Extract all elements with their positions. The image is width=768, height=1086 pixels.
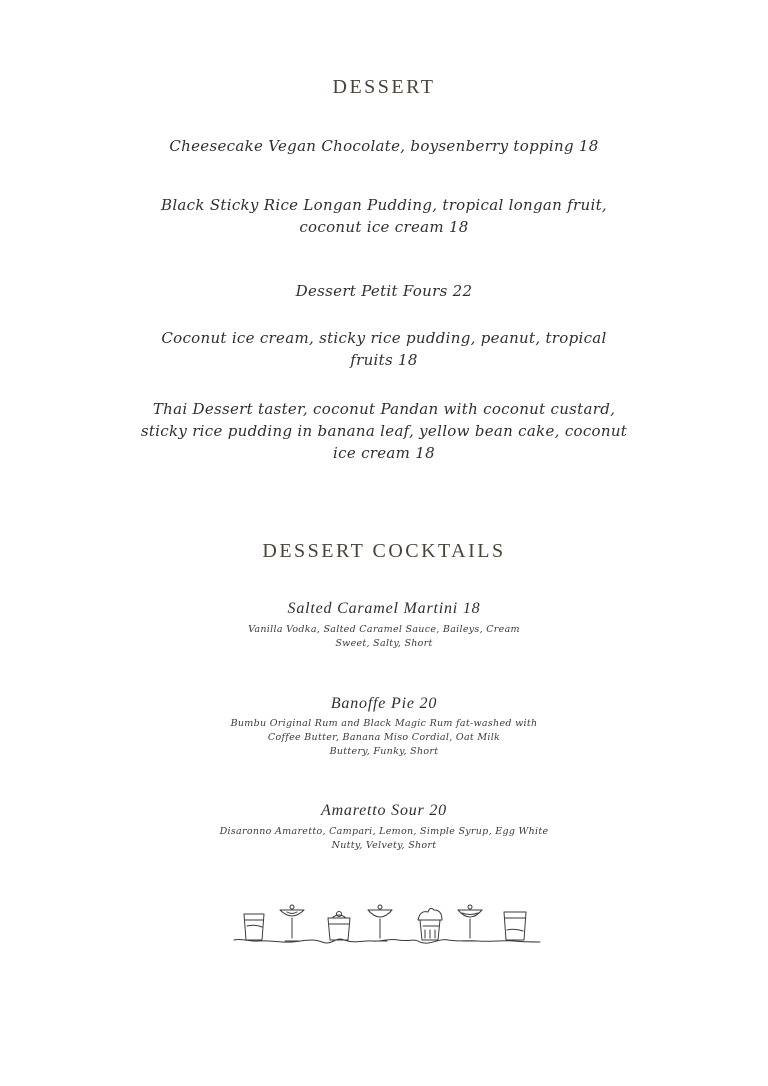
dessert-item-thai-dessert-taster: Thai Dessert taster, coconut Pandan with coconut custard, sticky rice pudding in banana leaf, yellow bean cake, coconut ice cream 18 xyxy=(140,400,628,462)
cocktail-name-banoffe-pie: Banoffe Pie 20 xyxy=(330,695,438,712)
dessert-section-title: DESSERT xyxy=(332,76,436,98)
cocktail-name-salted-caramel-martini: Salted Caramel Martini 18 xyxy=(287,600,481,617)
dessert-item-sticky-rice-pudding: Black Sticky Rice Longan Pudding, tropical longan fruit, coconut ice cream 18 xyxy=(161,196,607,236)
cocktail-description-salted-caramel-martini: Vanilla Vodka, Salted Caramel Sauce, Baileys, Cream Sweet, Salty, Short xyxy=(248,624,520,649)
cocktail-description-amaretto-sour: Disaronno Amaretto, Campari, Lemon, Simple Syrup, Egg White Nutty, Velvety, Short xyxy=(219,826,549,851)
dessert-item-cheesecake: Cheesecake Vegan Chocolate, boysenberry topping 18 xyxy=(169,137,599,155)
cocktail-name-amaretto-sour: Amaretto Sour 20 xyxy=(321,802,447,819)
dessert-cocktails-section-title: DESSERT COCKTAILS xyxy=(262,540,506,562)
cocktail-description-banoffe-pie: Bumbu Original Rum and Black Magic Rum fat-washed with Coffee Butter, Banana Miso Cordial, Oat Milk Buttery, Funky, Short xyxy=(230,718,538,757)
cocktail-glasses-line-art-icon xyxy=(232,900,542,952)
dessert-item-petit-fours: Dessert Petit Fours 22 xyxy=(295,282,473,300)
dessert-item-coconut-ice-cream: Coconut ice cream, sticky rice pudding, peanut, tropical fruits 18 xyxy=(161,329,607,369)
